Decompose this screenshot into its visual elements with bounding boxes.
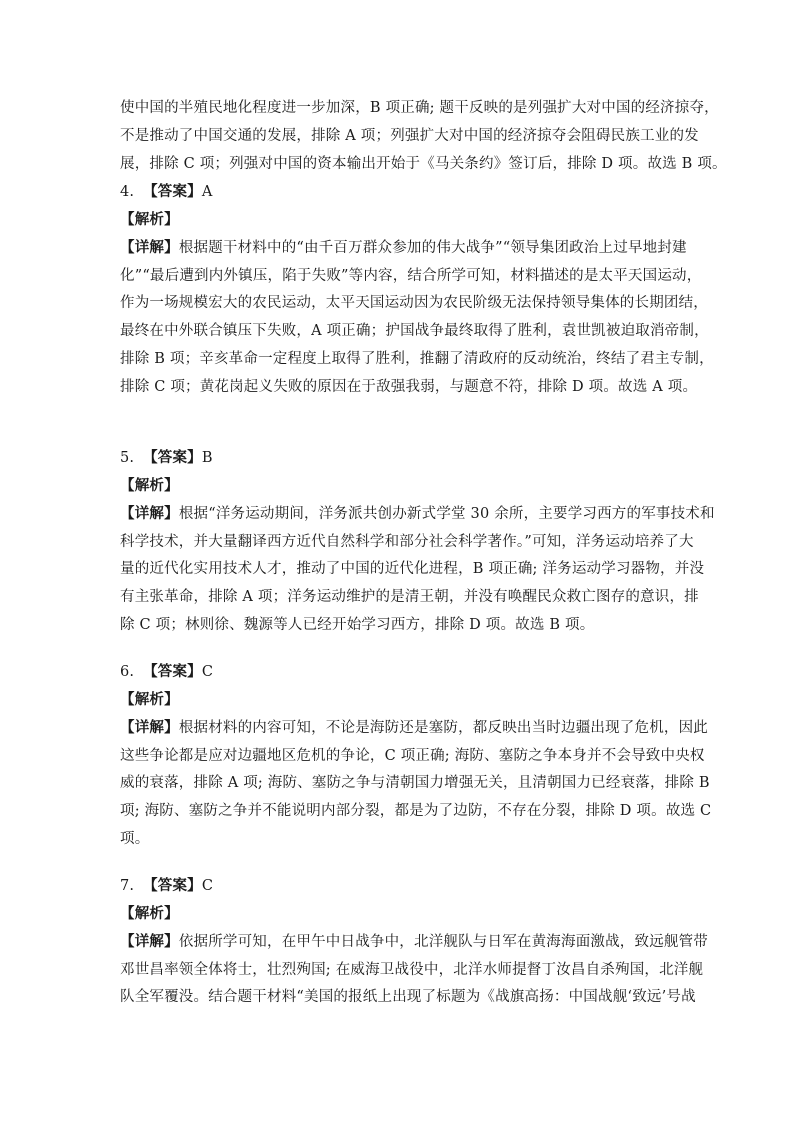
- q5-answer-label: 【答案】: [143, 449, 202, 466]
- q5-analysis-label: 【解析】: [120, 477, 179, 494]
- q5-detail-line-1: 根据“洋务运动期间，洋务派共创办新式学堂 30 余所，主要学习西方的军事技术和: [178, 506, 715, 522]
- q4-detail-line-3: 作为一场规模宏大的农民运动，太平天国运动因为农民阶级无法保持领导集体的长期团结，: [120, 295, 708, 312]
- text-line-1: 使中国的半殖民地化程度进一步加深，B 项正确; 题干反映的是列强扩大对中国的经济掠夺，: [120, 100, 719, 116]
- q6-detail-line-4: 项; 海防、塞防之争并不能说明内部分裂，都是为了边防，不存在分裂，排除 D 项。故选 C: [120, 803, 712, 820]
- q6-detail-line-2: 这些争论都是应对边疆地区危机的争论，C 项正确; 海防、塞防之争本身并不会导致中央权: [120, 747, 705, 764]
- q6-number: 6.: [120, 664, 135, 680]
- q7-detail: [120, 928, 709, 1012]
- q4-answer-value: A: [201, 184, 213, 200]
- q4-detail-label: 【详解】: [120, 239, 179, 256]
- q6-detail-line-3: 威的衰落，排除 A 项; 海防、塞防之争与清朝国力增强无关，且清朝国力已经衰落，排除 B: [120, 775, 710, 792]
- q5-detail: [120, 500, 715, 640]
- q7-answer: [120, 876, 680, 896]
- q4-answer-label: 【答案】: [143, 183, 202, 200]
- q7-answer-label: 【答案】: [143, 877, 202, 894]
- q6-analysis-label: 【解析】: [120, 691, 179, 708]
- q5-answer-value: B: [201, 450, 213, 466]
- q7-detail-line-2: 邓世昌率领全体将士，壮烈殉国; 在威海卫战役中，北洋水师提督丁汝昌自杀殉国，北洋舰: [120, 961, 704, 978]
- q7-detail-label: 【详解】: [120, 933, 179, 950]
- q5-answer: [120, 448, 680, 468]
- q7-answer-value: C: [201, 878, 214, 894]
- q4-answer: [120, 182, 680, 202]
- q7-detail-line-1: 依据所学可知，在甲午中日战争中，北洋舰队与日军在黄海海面激战，致远舰管带: [178, 934, 709, 950]
- q4-detail-line-2: 化”“最后遭到内外镇压，陷于失败”等内容，结合所学可知，材料描述的是太平天国运动，: [120, 267, 702, 284]
- q4-detail: [120, 234, 714, 401]
- q5-detail-line-2: 科学技术，并大量翻译西方近代自然科学和部分社会科学著作。”可知，洋务运动培养了大: [120, 533, 694, 550]
- q6-answer-value: C: [201, 664, 214, 680]
- text-line-2: 不是推动了中国交通的发展，排除 A 项；列强扩大对中国的经济掠夺会阻碍民族工业的发: [120, 128, 699, 144]
- q6-detail-line-5: 项。: [120, 830, 150, 847]
- q4-analysis-label: 【解析】: [120, 211, 179, 228]
- q6-detail-line-1: 根据材料的内容可知，不论是海防还是塞防，都反映出当时边疆出现了危机，因此: [178, 720, 709, 736]
- q7-analysis-label: 【解析】: [120, 905, 179, 922]
- q4-number: 4.: [120, 184, 135, 200]
- q5-detail-line-4: 有主张革命，排除 A 项；洋务运动维护的是清王朝，并没有唤醒民众救亡图存的意识，排: [120, 589, 699, 606]
- q6-answer: [120, 662, 680, 682]
- q4-detail-line-1: 根据题干材料中的“由千百万群众参加的伟大战争”“领导集团政治上过早地封建: [178, 240, 687, 256]
- q6-answer-label: 【答案】: [143, 663, 202, 680]
- q5-detail-line-3: 量的近代化实用技术人才，推动了中国的近代化进程，B 项正确; 洋务运动学习器物，并没: [120, 561, 705, 578]
- text-line-3: 展，排除 C 项；列强对中国的资本输出开始于《马关条约》签订后，排除 D 项。故选 B 项。: [120, 156, 727, 172]
- q5-number: 5.: [120, 450, 135, 466]
- q6-detail: [120, 714, 712, 854]
- q4-detail-line-6: 排除 C 项；黄花岗起义失败的原因在于敌强我弱，与题意不符，排除 D 项。故选 A 项。: [120, 378, 698, 395]
- q5-detail-line-5: 除 C 项；林则徐、魏源等人已经开始学习西方，排除 D 项。故选 B 项。: [120, 616, 595, 633]
- q7-detail-line-3: 队全军覆没。结合题干材料“美国的报纸上出现了标题为《战旗高扬：中国战舰‘致远’号战: [120, 989, 696, 1006]
- q5-detail-label: 【详解】: [120, 505, 179, 522]
- q4-detail-line-5: 排除 B 项；辛亥革命一定程度上取得了胜利，推翻了清政府的反动统治，终结了君主专制，: [120, 350, 714, 367]
- q7-number: 7.: [120, 878, 135, 894]
- q4-detail-line-4: 最终在中外联合镇压下失败，A 项正确；护国战争最终取得了胜利，袁世凯被迫取消帝制，: [120, 323, 709, 340]
- q6-detail-label: 【详解】: [120, 719, 179, 736]
